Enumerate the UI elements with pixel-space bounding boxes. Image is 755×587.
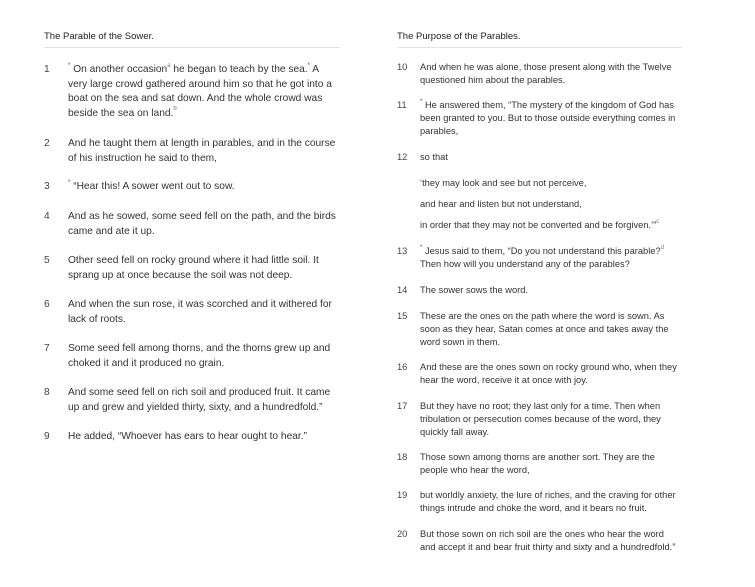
verse-number: 6 [44, 299, 50, 310]
verse-text: in order that they may not be converted and be forgiven.’”$^c$ [420, 218, 660, 230]
verse-number: 20 [397, 529, 408, 539]
verse-number: 2 [44, 138, 50, 149]
verse-text: ‘they may look and see but not perceive, [420, 178, 587, 188]
verse-text: Some seed fell among thorns, and the thorns grew up and choked it and it produced no grain. [68, 343, 331, 369]
footnote-marker[interactable]: b [173, 106, 177, 113]
verse-text: so that [420, 152, 448, 162]
verse-text: And he taught them at length in parables, and in the course of his instruction he said to them, [68, 138, 336, 164]
verse-text: * He answered them, “The mystery of the kingdom of God has been granted to you. But to those outside everything comes in parables, [420, 98, 676, 136]
verse-text: * Jesus said to them, “Do you not understand this parable?$^d$ Then how will you understand any of the parables? [420, 244, 664, 269]
verse-number: 13 [397, 246, 408, 256]
section-heading: The Purpose of the Parables. [397, 31, 521, 42]
verse-text: And these are the ones sown on rocky ground who, when they hear the word, receive it at once with joy. [420, 362, 677, 385]
verse-number: 8 [44, 387, 50, 398]
verse-number: 11 [397, 100, 407, 110]
verse-text: And as he sowed, some seed fell on the path, and the birds came and ate it up. [68, 211, 336, 237]
verse-number: 19 [397, 490, 408, 500]
divider [397, 47, 682, 48]
section-heading: The Parable of the Sower. [44, 31, 154, 42]
verse-number: 1 [44, 64, 50, 75]
verse-text: But they have no root; they last only for a time. Then when tribulation or persecution comes because of the word, they quickly fall away. [420, 401, 661, 437]
cross-reference-marker[interactable]: * [420, 98, 423, 105]
verse-text: * On another occasion$^a$ he began to teach by the sea.* A very large crowd gathered around him so that he got into a boat on the sea and sat down. And the whole crowd was beside the sea on land.$^b$ [68, 62, 332, 119]
verse-number: 4 [44, 211, 50, 222]
verse-text: And when the sun rose, it was scorched and it withered for lack of roots. [68, 299, 332, 325]
verse-text: But those sown on rich soil are the ones who hear the word and accept it and bear fruit thirty and sixty and a hundredfold.” [420, 529, 676, 552]
verse-text: And some seed fell on rich soil and produced fruit. It came up and grew and yielded thirty, sixty, and a hundredfold.” [68, 387, 331, 413]
divider [44, 47, 340, 48]
verse-number: 10 [397, 62, 408, 72]
footnote-marker[interactable]: d [660, 244, 664, 251]
verse-text: but worldly anxiety, the lure of riches, and the craving for other things intrude and choke the word, and it bears no fruit. [420, 490, 676, 513]
verse-text: * “Hear this! A sower went out to sow. [68, 179, 235, 192]
verse-number: 14 [397, 285, 408, 295]
verse-text: He added, “Whoever has ears to hear ought to hear.” [68, 431, 307, 442]
verse-text: These are the ones on the path where the word is sown. As soon as they hear, Satan comes at once and takes away the word sown in them. [420, 311, 669, 347]
cross-reference-marker[interactable]: * [68, 62, 71, 69]
verse-number: 5 [44, 255, 50, 266]
verse-number: 17 [397, 401, 408, 411]
cross-reference-marker[interactable]: * [420, 244, 423, 251]
verse-number: 18 [397, 452, 408, 462]
verse-text: And when he was alone, those present along with the Twelve questioned him about the parables. [420, 62, 672, 85]
verse-number: 9 [44, 431, 50, 442]
verse-text: Other seed fell on rocky ground where it had little soil. It sprang up at once because the soil was not deep. [68, 255, 319, 281]
verse-number: 3 [44, 181, 50, 192]
verse-number: 15 [397, 311, 408, 321]
verse-text: Those sown among thorns are another sort. They are the people who hear the word, [420, 452, 655, 475]
cross-reference-marker[interactable]: * [68, 179, 71, 186]
footnote-marker[interactable]: c [656, 218, 660, 225]
verse-number: 7 [44, 343, 50, 354]
verse-number: 16 [397, 362, 408, 372]
cross-reference-marker[interactable]: * [307, 62, 310, 69]
footnote-marker[interactable]: a [167, 62, 171, 69]
verse-text: The sower sows the word. [420, 285, 528, 295]
verse-text: and hear and listen but not understand, [420, 199, 582, 209]
verse-number: 12 [397, 152, 408, 162]
